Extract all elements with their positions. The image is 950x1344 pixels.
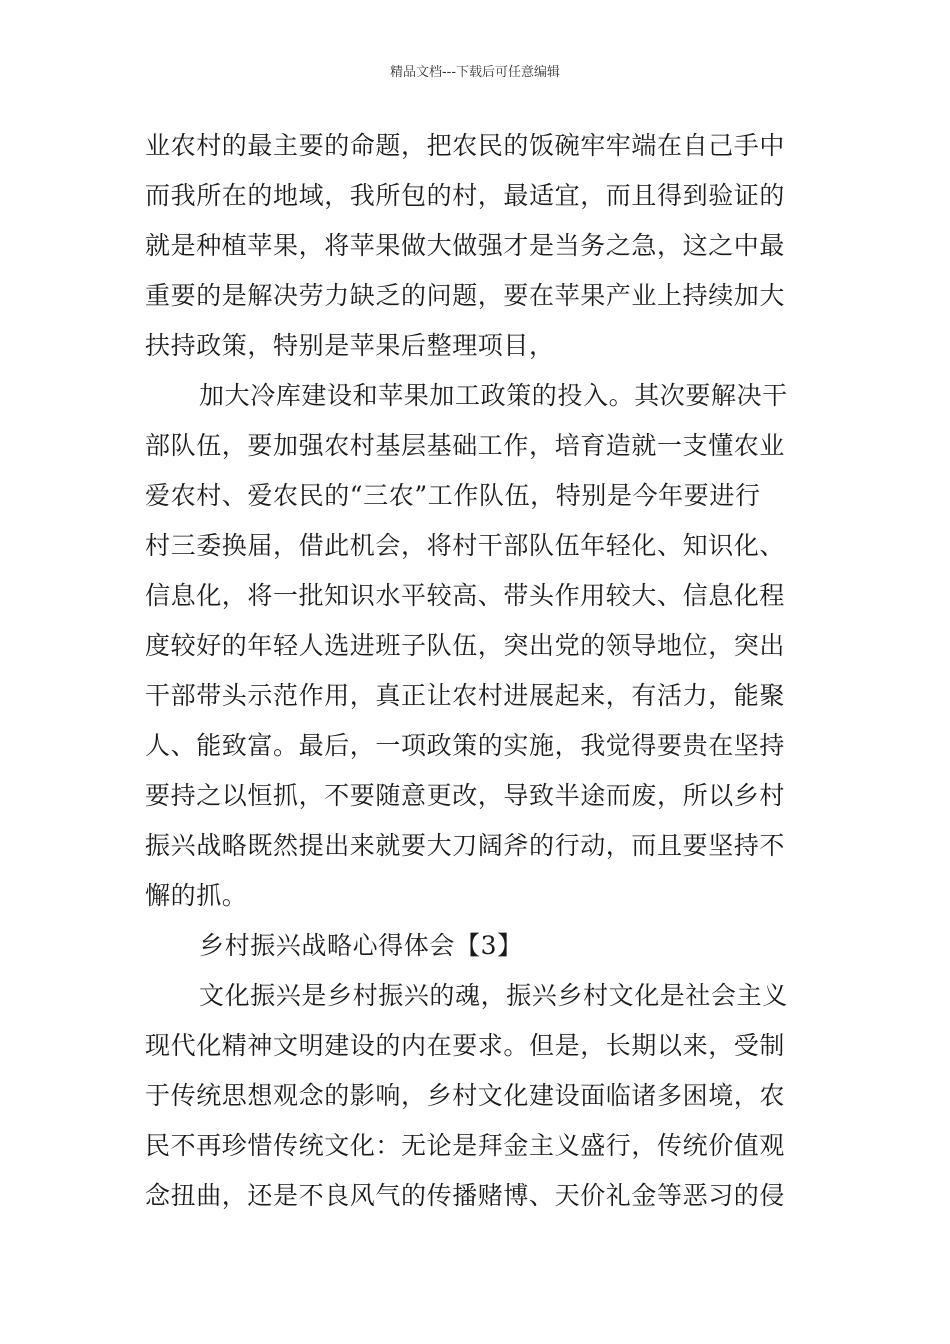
text-line: 度较好的年轻人选进班子队伍，突出党的领导地位，突出 bbox=[145, 631, 786, 660]
text-line: 于传统思想观念的影响，乡村文化建设面临诸多困境，农 bbox=[145, 1081, 786, 1110]
paragraph-first-line: 文化振兴是乡村振兴的魂，振兴乡村文化是社会主义 bbox=[199, 981, 788, 1010]
text-line: 要持之以恒抓，不要随意更改，导致半途而废，所以乡村 bbox=[145, 781, 786, 810]
page-header: 精品文档---下载后可任意编辑 bbox=[389, 65, 561, 80]
text-line: 念扭曲，还是不良风气的传播赌博、天价礼金等恶习的侵 bbox=[145, 1181, 786, 1210]
section-heading: 乡村振兴战略心得体会【3】 bbox=[199, 931, 523, 960]
text-line: 干部带头示范作用，真正让农村进展起来，有活力，能聚 bbox=[145, 681, 786, 710]
text-line: 业农村的最主要的命题，把农民的饭碗牢牢端在自己手中 bbox=[145, 131, 786, 160]
paragraph-first-line: 加大冷库建设和苹果加工政策的投入。其次要解决干 bbox=[199, 381, 788, 410]
text-line: 重要的是解决劳力缺乏的问题，要在苹果产业上持续加大 bbox=[145, 281, 786, 310]
text-line: 爱农村、爱农民的“三农”工作队伍，特别是今年要进行 bbox=[145, 481, 761, 510]
text-line: 现代化精神文明建设的内在要求。但是，长期以来，受制 bbox=[145, 1031, 786, 1060]
text-line: 部队伍，要加强农村基层基础工作，培育造就一支懂农业 bbox=[145, 431, 786, 460]
text-line: 村三委换届，借此机会，将村干部队伍年轻化、知识化、 bbox=[145, 531, 786, 560]
text-line: 振兴战略既然提出来就要大刀阔斧的行动，而且要坚持不 bbox=[145, 831, 786, 860]
text-line: 人、能致富。最后，一项政策的实施，我觉得要贵在坚持 bbox=[145, 731, 786, 760]
text-line: 而我所在的地域，我所包的村，最适宜，而且得到验证的 bbox=[145, 181, 786, 210]
document-body bbox=[145, 121, 808, 1221]
text-line: 就是种植苹果，将苹果做大做强才是当务之急，这之中最 bbox=[145, 231, 786, 260]
text-line: 懈的抓。 bbox=[145, 881, 248, 910]
text-line: 扶持政策，特别是苹果后整理项目， bbox=[145, 331, 555, 360]
text-line: 信息化，将一批知识水平较高、带头作用较大、信息化程 bbox=[145, 581, 786, 610]
text-line: 民不再珍惜传统文化：无论是拜金主义盛行，传统价值观 bbox=[145, 1131, 786, 1160]
